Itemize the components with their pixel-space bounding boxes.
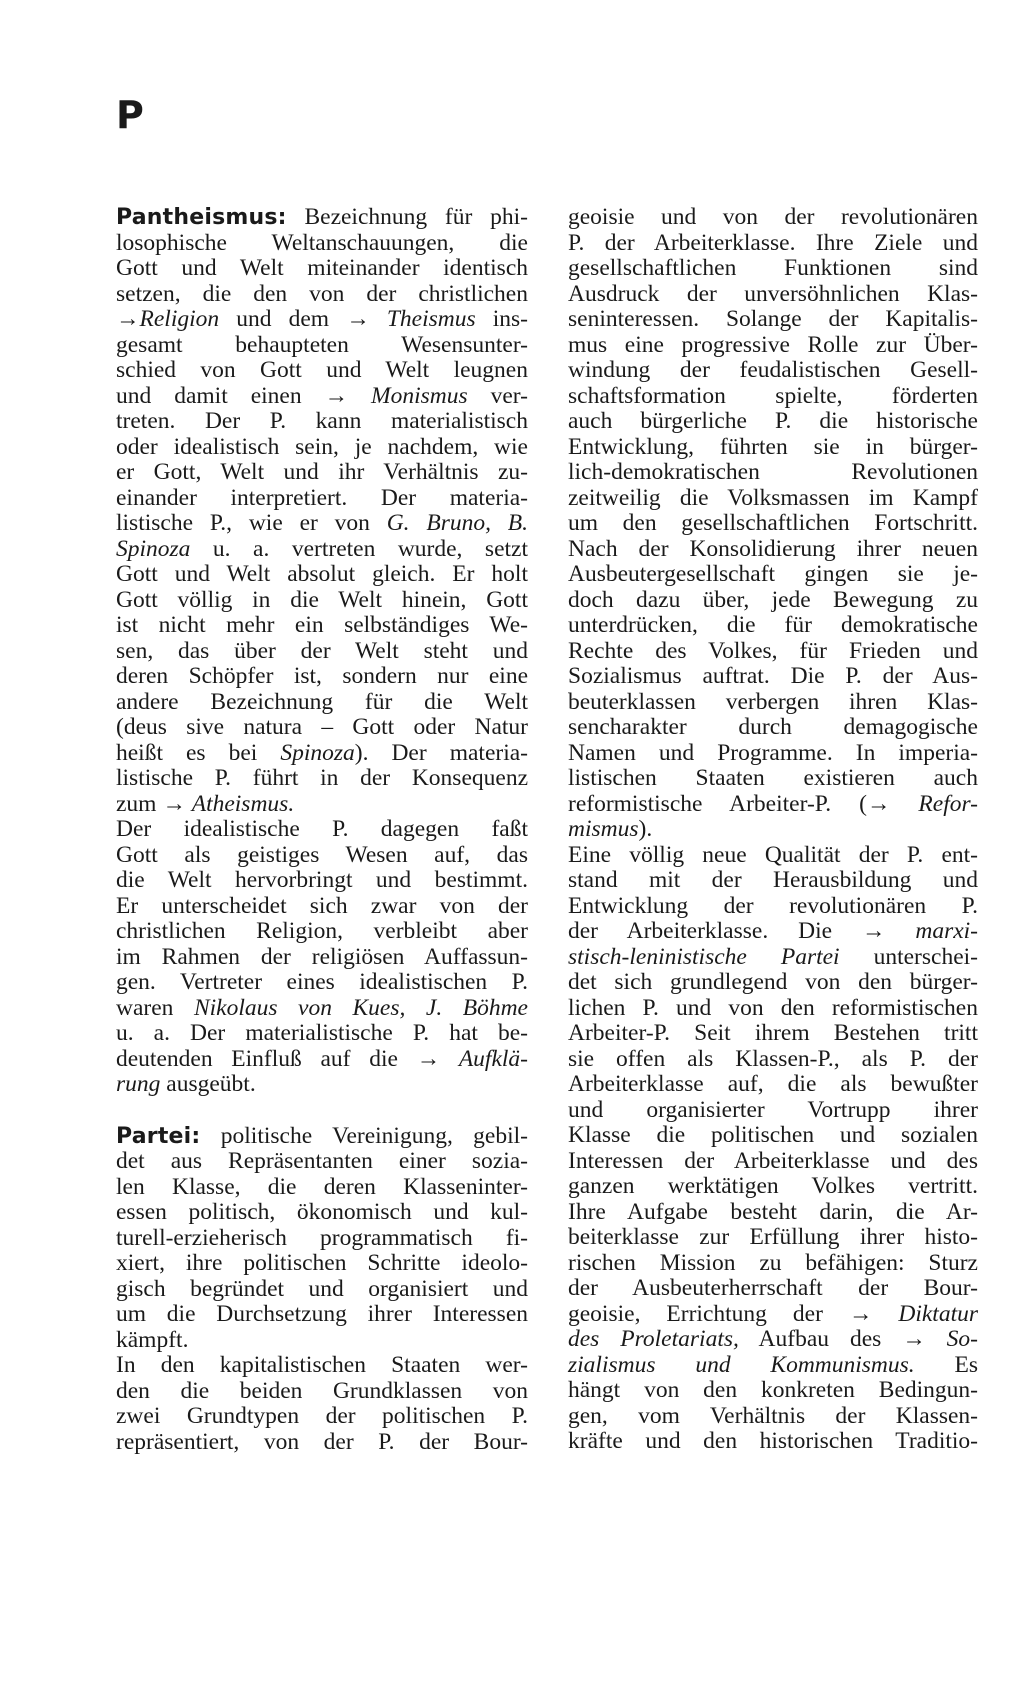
text-line xyxy=(568,1378,978,1404)
text-line xyxy=(568,460,978,486)
text-line xyxy=(568,639,978,665)
text-line xyxy=(116,205,528,231)
text-line xyxy=(568,1251,978,1277)
text-line xyxy=(116,664,528,690)
text-line xyxy=(116,358,528,384)
text-line xyxy=(568,333,978,359)
text-segment: der Arbeiterklasse. Die → xyxy=(568,918,916,944)
cross-reference: rung xyxy=(116,1071,161,1097)
text-segment: er Gott, Welt und ihr Verhältnis zu- xyxy=(116,459,528,485)
text-line xyxy=(568,231,978,257)
text-segment: ausgeübt. xyxy=(160,1071,256,1097)
text-segment: zwei Grundtypen der politischen P. xyxy=(116,1403,528,1429)
text-segment: unterschei- xyxy=(839,943,978,970)
cross-reference: G. Bruno, B. xyxy=(386,510,528,536)
text-line xyxy=(116,282,528,308)
text-line xyxy=(568,1302,978,1328)
text-line xyxy=(116,945,528,971)
text-line xyxy=(568,1047,978,1073)
text-segment: um die Durchsetzung ihrer Interessen xyxy=(116,1301,528,1327)
text-segment: Sozialismus auftrat. Die P. der Aus- xyxy=(568,663,978,689)
entry-headword: Partei: xyxy=(116,1123,201,1149)
text-segment: setzen, die den von der christlichen xyxy=(116,280,528,307)
cross-reference: Refor- xyxy=(918,790,978,817)
right-column xyxy=(568,205,978,1455)
text-segment: windung der feudalistischen Gesell- xyxy=(568,357,978,383)
text-line xyxy=(568,282,978,308)
text-segment: ). xyxy=(638,816,653,842)
text-segment: sencharakter durch demagogische xyxy=(568,714,978,740)
text-segment: len Klasse, die deren Klasseninter- xyxy=(116,1173,528,1200)
text-segment: sen, das über der Welt steht und xyxy=(116,637,528,664)
text-segment: unterdrücken, die für demokratische xyxy=(568,612,978,638)
cross-reference: zialismus und Kommunismus. xyxy=(568,1351,915,1378)
text-segment: beiterklasse zur Erfüllung ihrer histo- xyxy=(568,1224,978,1250)
text-line xyxy=(116,231,528,257)
text-segment: stand mit der Herausbildung und xyxy=(568,867,978,893)
text-segment: gisch begründet und organisiert und xyxy=(116,1275,528,1302)
text-line xyxy=(568,1353,978,1379)
text-segment: und organisierter Vortrupp ihrer xyxy=(568,1096,978,1123)
text-line xyxy=(568,945,978,971)
text-segment: ver- xyxy=(467,382,528,409)
text-line xyxy=(116,1302,528,1328)
text-line xyxy=(568,792,978,818)
text-segment: Der idealistische P. dagegen faßt xyxy=(116,816,528,842)
text-line xyxy=(568,1123,978,1149)
text-segment: In den kapitalistischen Staaten wer- xyxy=(116,1352,528,1378)
cross-reference: Spinoza xyxy=(280,739,355,766)
text-segment: Klasse die politischen und sozialen xyxy=(568,1122,978,1148)
text-segment: Ihre Aufgabe besteht darin, die Ar- xyxy=(568,1198,978,1225)
text-line xyxy=(116,639,528,665)
text-line xyxy=(568,1404,978,1430)
text-line xyxy=(568,690,978,716)
text-segment: Gott und Welt miteinander identisch xyxy=(116,255,528,281)
text-line xyxy=(116,1430,528,1456)
text-line xyxy=(568,1200,978,1226)
text-line xyxy=(116,766,528,792)
text-segment: im Rahmen der religiösen Auffassun- xyxy=(116,943,528,970)
text-segment: hängt von den konkreten Bedingun- xyxy=(568,1377,978,1403)
text-line xyxy=(568,511,978,537)
cross-reference: des Proletariats, xyxy=(568,1326,739,1352)
text-segment: deren Schöpfer ist, sondern nur eine xyxy=(116,663,528,689)
text-line xyxy=(116,537,528,563)
cross-reference: Atheismus. xyxy=(191,790,295,817)
text-segment: reformistische Arbeiter-P. (→ xyxy=(568,790,919,817)
text-segment: den die beiden Grundklassen von xyxy=(116,1377,528,1404)
text-line xyxy=(568,919,978,945)
text-segment: ). Der materia- xyxy=(354,739,528,766)
text-segment: mus eine progressive Rolle zur Über- xyxy=(568,331,978,358)
text-line xyxy=(116,1379,528,1405)
text-segment: P. der Arbeiterklasse. Ihre Ziele und xyxy=(568,229,978,256)
text-line xyxy=(568,537,978,563)
text-line xyxy=(116,919,528,945)
text-segment: waren xyxy=(116,994,194,1021)
text-segment: zeitweilig die Volksmassen im Kampf xyxy=(568,484,978,511)
text-line xyxy=(568,1327,978,1353)
text-segment: heißt es bei xyxy=(116,739,281,766)
text-segment: lichen P. und von den reformistischen xyxy=(568,994,978,1021)
text-line xyxy=(116,817,528,843)
text-segment: listische P. führt in der Konsequenz xyxy=(116,765,528,791)
text-line xyxy=(568,996,978,1022)
text-segment: lich-demokratischen Revolutionen xyxy=(568,459,978,485)
text-segment: zum → xyxy=(116,790,192,817)
text-line xyxy=(568,613,978,639)
text-line xyxy=(116,996,528,1022)
text-line xyxy=(568,715,978,741)
text-line xyxy=(568,486,978,512)
text-line xyxy=(568,1429,978,1455)
text-line xyxy=(116,384,528,410)
text-line xyxy=(568,868,978,894)
text-segment: christlichen Religion, verbleibt aber xyxy=(116,918,528,944)
text-segment: politische Vereinigung, gebil- xyxy=(200,1122,528,1149)
text-segment: listischen Staaten existieren auch xyxy=(568,765,978,791)
text-line xyxy=(568,894,978,920)
cross-reference: Diktatur xyxy=(898,1300,978,1327)
text-line xyxy=(116,435,528,461)
text-line xyxy=(116,1353,528,1379)
text-segment: die Welt hervorbringt und bestimmt. xyxy=(116,867,528,893)
text-line xyxy=(116,1226,528,1252)
cross-reference: marxi- xyxy=(915,918,978,944)
text-line xyxy=(116,588,528,614)
text-line xyxy=(568,384,978,410)
text-line xyxy=(116,1277,528,1303)
text-segment: listische P., wie er von xyxy=(116,510,387,536)
text-segment: Ausdruck der unversöhnlichen Klas- xyxy=(568,280,978,307)
text-segment: Arbeiterklasse auf, die als bewußter xyxy=(568,1071,978,1097)
text-line xyxy=(568,1098,978,1124)
section-letter: P xyxy=(116,93,144,137)
cross-reference: Nikolaus von Kues, J. Böhme xyxy=(193,994,528,1021)
text-line xyxy=(116,307,528,333)
text-line xyxy=(568,588,978,614)
text-line xyxy=(116,792,528,818)
cross-reference: Spinoza xyxy=(116,535,191,562)
text-segment: Arbeiter-P. Seit ihrem Bestehen tritt xyxy=(568,1020,978,1046)
text-line xyxy=(116,741,528,767)
text-line xyxy=(116,715,528,741)
text-segment: einander interpretiert. Der materia- xyxy=(116,484,528,511)
text-segment: det sich grundlegend von den bürger- xyxy=(568,969,978,995)
text-segment: Es xyxy=(914,1351,978,1378)
text-line xyxy=(568,307,978,333)
text-segment: turell-erzieherisch programmatisch fi- xyxy=(116,1224,528,1251)
text-segment: Er unterscheidet sich zwar von der xyxy=(116,892,528,919)
text-segment: und dem → xyxy=(219,306,387,332)
text-segment: ist nicht mehr ein selbständiges We- xyxy=(116,612,528,638)
text-line xyxy=(116,1200,528,1226)
text-segment: gesellschaftlichen Funktionen sind xyxy=(568,255,978,281)
text-segment: det aus Repräsentanten einer sozia- xyxy=(116,1148,528,1174)
text-segment: Entwicklung, führten sie in bürger- xyxy=(568,433,978,460)
text-segment: sie offen als Klassen-P., als P. der xyxy=(568,1045,978,1072)
text-segment: und damit einen → xyxy=(116,382,372,409)
text-segment: Gott als geistiges Wesen auf, das xyxy=(116,841,528,868)
text-segment: (deus sive natura – Gott oder Natur xyxy=(116,714,528,740)
text-line xyxy=(568,1149,978,1175)
cross-reference: Aufklä- xyxy=(458,1045,528,1072)
text-segment: Gott und Welt absolut gleich. Er holt xyxy=(116,561,528,587)
left-column xyxy=(116,205,528,1455)
text-line xyxy=(116,409,528,435)
text-line xyxy=(568,1021,978,1047)
text-segment: um den gesellschaftlichen Fortschritt. xyxy=(568,510,978,536)
text-segment: schaftsformation spielte, förderten xyxy=(568,382,978,409)
text-segment: Interessen der Arbeiterklasse und des xyxy=(568,1147,978,1174)
text-line xyxy=(116,843,528,869)
text-line xyxy=(568,664,978,690)
text-segment: schied von Gott und Welt leugnen xyxy=(116,357,528,383)
text-line xyxy=(568,970,978,996)
text-line xyxy=(116,460,528,486)
text-line xyxy=(116,1175,528,1201)
text-segment: repräsentiert, von der P. der Bour- xyxy=(116,1428,528,1455)
text-line xyxy=(116,486,528,512)
text-segment: ins- xyxy=(475,306,528,332)
text-line xyxy=(568,1174,978,1200)
text-segment: rischen Mission zu befähigen: Sturz xyxy=(568,1249,978,1276)
cross-reference: stisch-leninistische Partei xyxy=(568,943,840,970)
text-segment: doch dazu über, jede Bewegung zu xyxy=(568,586,978,613)
entry-headword: Pantheismus: xyxy=(116,205,287,230)
text-segment: auch bürgerliche P. die historische xyxy=(568,408,978,434)
text-segment: Eine völlig neue Qualität der P. ent- xyxy=(568,841,978,868)
text-line xyxy=(116,1149,528,1175)
text-segment: Entwicklung der revolutionären P. xyxy=(568,892,978,919)
text-line xyxy=(568,843,978,869)
text-segment: Nach der Konsolidierung ihrer neuen xyxy=(568,535,978,562)
text-segment: xiert, ihre politischen Schritte ideolo- xyxy=(116,1250,528,1276)
text-line xyxy=(116,1021,528,1047)
text-line xyxy=(116,690,528,716)
text-line xyxy=(568,562,978,588)
text-line xyxy=(116,970,528,996)
text-line xyxy=(116,511,528,537)
cross-reference: mismus xyxy=(568,816,639,842)
text-line xyxy=(116,868,528,894)
text-line xyxy=(116,1251,528,1277)
text-line xyxy=(568,1072,978,1098)
text-segment: treten. Der P. kann materialistisch xyxy=(116,408,528,434)
text-segment: Aufbau des → xyxy=(738,1326,947,1352)
text-segment: oder idealistisch sein, je nachdem, wie xyxy=(116,433,528,460)
text-segment: essen politisch, ökonomisch und kul- xyxy=(116,1199,528,1225)
text-line xyxy=(568,766,978,792)
text-segment: beuterklassen verbergen ihren Klas- xyxy=(568,688,978,715)
text-segment: → xyxy=(116,306,140,332)
text-segment: kräfte und den historischen Traditio- xyxy=(568,1428,978,1454)
text-segment: Namen und Programme. In imperia- xyxy=(568,739,978,766)
text-line xyxy=(568,358,978,384)
text-line xyxy=(568,205,978,231)
text-line xyxy=(116,894,528,920)
text-segment: Ausbeutergesellschaft gingen sie je- xyxy=(568,561,978,587)
text-line xyxy=(568,1225,978,1251)
text-line xyxy=(568,1276,978,1302)
text-segment: Gott völlig in die Welt hinein, Gott xyxy=(116,586,528,613)
cross-reference: Religion xyxy=(139,306,220,332)
text-line xyxy=(116,256,528,282)
text-line xyxy=(116,562,528,588)
text-line xyxy=(116,333,528,359)
text-segment: deutenden Einfluß auf die → xyxy=(116,1045,459,1072)
text-line xyxy=(568,741,978,767)
text-segment: Bezeichnung für phi- xyxy=(286,204,528,230)
text-line xyxy=(116,1072,528,1098)
text-segment: u. a. vertreten wurde, setzt xyxy=(190,535,528,562)
text-line xyxy=(568,435,978,461)
text-line xyxy=(116,1047,528,1073)
text-line xyxy=(116,613,528,639)
text-segment: geoisie und von der revolutionären xyxy=(568,204,978,230)
text-line xyxy=(116,1124,528,1150)
text-line xyxy=(116,1328,528,1354)
text-segment: gesamt behaupteten Wesensunter- xyxy=(116,331,528,358)
text-segment: geoisie, Errichtung der → xyxy=(568,1300,899,1327)
text-segment: gen. Vertreter eines idealistischen P. xyxy=(116,969,528,995)
text-line xyxy=(568,817,978,843)
paragraph-gap xyxy=(116,1098,528,1124)
text-segment: losophische Weltanschauungen, die xyxy=(116,229,528,256)
cross-reference: Theismus xyxy=(386,306,476,332)
text-segment: seninteressen. Solange der Kapitalis- xyxy=(568,306,978,332)
text-line xyxy=(116,1404,528,1430)
text-segment: gen, vom Verhältnis der Klassen- xyxy=(568,1402,978,1429)
text-segment: u. a. Der materialistische P. hat be- xyxy=(116,1020,528,1046)
text-line xyxy=(568,256,978,282)
text-segment: ganzen werktätigen Volkes vertritt. xyxy=(568,1173,978,1199)
text-segment: kämpft. xyxy=(116,1326,189,1353)
cross-reference: Monismus xyxy=(371,382,468,409)
text-segment: andere Bezeichnung für die Welt xyxy=(116,688,528,715)
cross-reference: So- xyxy=(946,1326,978,1352)
text-line xyxy=(568,409,978,435)
text-segment: Rechte des Volkes, für Frieden und xyxy=(568,637,978,664)
text-segment: der Ausbeuterherrschaft der Bour- xyxy=(568,1275,978,1301)
